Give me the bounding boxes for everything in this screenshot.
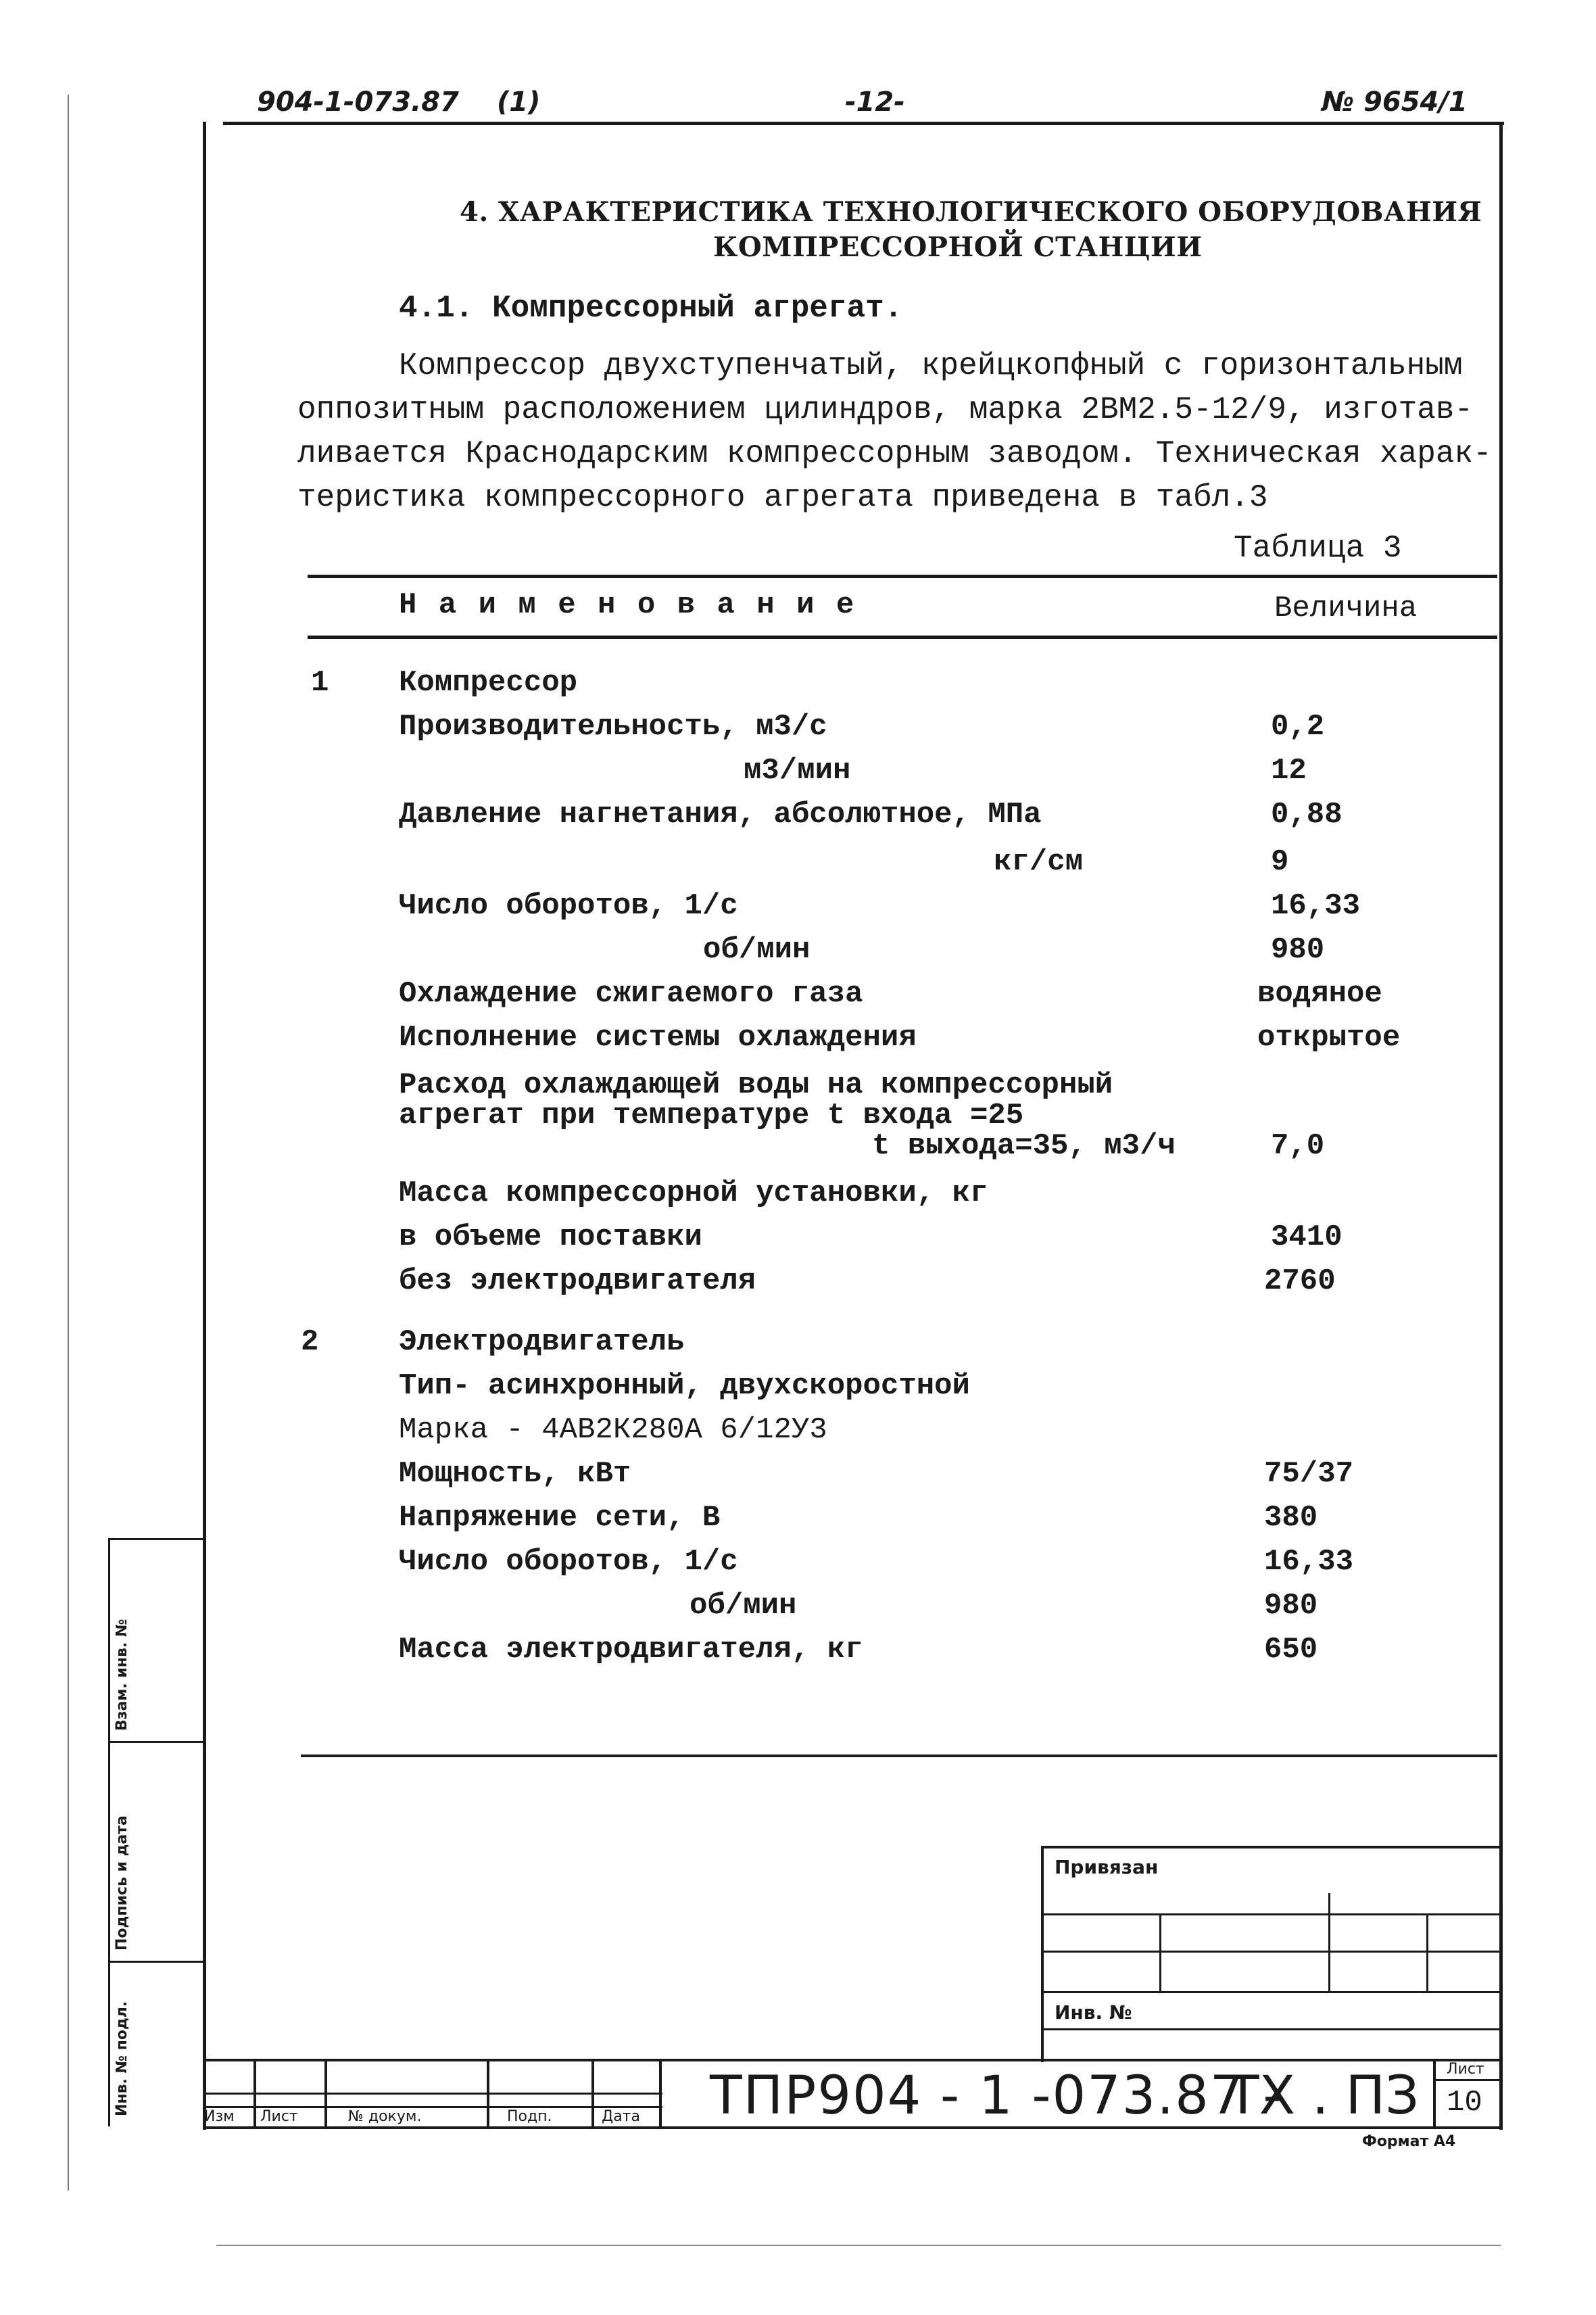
- row-number: 2: [301, 1325, 319, 1359]
- row-name: об/мин: [690, 1589, 797, 1623]
- col-label-signature: Подп.: [507, 2108, 552, 2125]
- row-value: 7,0: [1271, 1129, 1325, 1163]
- side-label-signature-date: Подпись и дата: [114, 1815, 130, 1951]
- row-name: Марка - 4АВ2К280А 6/12У3: [399, 1413, 827, 1447]
- paragraph-line-4: теристика компрессорного агрегата приведена в табл.3: [297, 480, 1268, 515]
- row-name: Тип- асинхронный, двухскоростной: [399, 1369, 970, 1403]
- stamp-col: [1433, 2059, 1436, 2126]
- column-header-value: Величина: [1274, 592, 1418, 625]
- row-name: Масса электродвигателя, кг: [399, 1633, 863, 1667]
- table-header-rule: [308, 636, 1497, 639]
- linked-label: Привязан: [1055, 1856, 1159, 1878]
- row-name: Мощность, кВт: [399, 1457, 631, 1491]
- subsection-heading: 4.1. Компрессорный агрегат.: [399, 291, 903, 326]
- row-value: водяное: [1257, 977, 1382, 1011]
- frame-bottom: [203, 2126, 1503, 2129]
- col-label-sheet: Лист: [260, 2108, 298, 2125]
- page-marker: -12-: [845, 87, 905, 118]
- linked-grid-col: [1159, 1913, 1161, 1991]
- section-title-line1: 4. ХАРАКТЕРИСТИКА ТЕХНОЛОГИЧЕСКОГО ОБОРУДОВАНИЯ: [460, 196, 1482, 228]
- linked-grid-line: [1041, 2028, 1501, 2030]
- side-stamp-rule: [108, 1961, 203, 1963]
- section-title-line2: КОМПРЕССОРНОЙ СТАНЦИИ: [713, 231, 1203, 263]
- side-stamp-rule: [108, 1741, 203, 1743]
- row-name: Исполнение системы охлаждения: [399, 1021, 917, 1055]
- col-label-change: Изм: [204, 2108, 235, 2125]
- row-name: Компрессор: [399, 666, 578, 700]
- paragraph-line-1: Компрессор двухступенчатый, крейцкопфный с горизонтальным: [399, 348, 1463, 383]
- side-label-replacement-inv: Взам. инв. №: [114, 1619, 130, 1731]
- inventory-number: № 9654/1: [1322, 87, 1468, 118]
- row-value: 980: [1271, 933, 1325, 967]
- stamp-col: [487, 2059, 489, 2126]
- row-name: Напряжение сети, В: [399, 1501, 721, 1535]
- frame-right: [1499, 122, 1503, 2130]
- row-name: t выхода=35, м3/ч: [872, 1129, 1176, 1163]
- row-value: 650: [1264, 1633, 1318, 1667]
- side-label-original-inv: Инв. № подл.: [114, 2001, 130, 2116]
- linked-grid-col: [1328, 1893, 1330, 1991]
- row-name: Электродвигатель: [399, 1325, 685, 1359]
- left-trim-line: [68, 95, 69, 2191]
- row-value: 980: [1264, 1589, 1318, 1623]
- row-name: м3/мин: [744, 754, 851, 788]
- side-stamp-inner-line: [108, 1538, 110, 2126]
- table-caption: Таблица 3: [1234, 531, 1402, 566]
- linked-grid-col: [1426, 1913, 1428, 1991]
- stamp-col: [659, 2059, 662, 2126]
- sheet-cell-rule: [1433, 2079, 1501, 2081]
- document-designation: ТПР904 - 1 -073.87 -: [710, 2066, 1284, 2126]
- stamp-col: [324, 2059, 327, 2126]
- col-label-date: Дата: [602, 2108, 640, 2125]
- row-name: Охлаждение сжигаемого газа: [399, 977, 863, 1011]
- side-stamp-rule: [108, 1538, 203, 1540]
- linked-box-top: [1041, 1846, 1501, 1848]
- format-label: Формат А4: [1362, 2133, 1456, 2150]
- sheet-number: 10: [1447, 2086, 1482, 2120]
- project-code: 904-1-073.87: [257, 87, 459, 118]
- row-value: открытое: [1257, 1021, 1401, 1055]
- sheet-label: Лист: [1447, 2061, 1484, 2078]
- row-value: 0,2: [1271, 710, 1325, 744]
- linked-grid-line: [1041, 1913, 1501, 1915]
- row-name: кг/см: [994, 845, 1084, 879]
- bottom-trim-line: [216, 2245, 1501, 2246]
- row-name: агрегат при температуре t входа =25: [399, 1099, 1024, 1132]
- linked-grid-line: [1041, 1991, 1501, 1993]
- top-border: [223, 122, 1504, 125]
- row-value: 12: [1271, 754, 1307, 788]
- row-name: Число оборотов, 1/с: [399, 889, 738, 923]
- row-name: Давление нагнетания, абсолютное, МПа: [399, 798, 1042, 832]
- table-top-rule: [308, 575, 1497, 578]
- variant-mark: (1): [497, 87, 541, 118]
- row-value: 3410: [1271, 1220, 1343, 1254]
- stamp-col: [253, 2059, 256, 2126]
- col-label-doc-no: № докум.: [348, 2108, 422, 2125]
- row-name: Число оборотов, 1/с: [399, 1545, 738, 1579]
- row-value: 75/37: [1264, 1457, 1354, 1491]
- row-value: 2760: [1264, 1264, 1336, 1298]
- frame-left: [203, 122, 206, 2130]
- row-value: 9: [1271, 845, 1289, 879]
- paragraph-line-3: ливается Краснодарским компрессорным заводом. Техническая харак-: [297, 436, 1492, 471]
- column-header-name: Н а и м е н о в а н и е: [399, 588, 856, 622]
- linked-grid-line: [1041, 1951, 1501, 1953]
- row-value: 380: [1264, 1501, 1318, 1535]
- row-value: 0,88: [1271, 798, 1343, 832]
- row-value: 16,33: [1271, 889, 1361, 923]
- row-name: Масса компрессорной установки, кг: [399, 1176, 988, 1210]
- stamp-top-rule: [203, 2059, 1501, 2061]
- inv-no-label: Инв. №: [1055, 2001, 1132, 2024]
- table-bottom-rule: [301, 1755, 1497, 1757]
- row-name: об/мин: [703, 933, 811, 967]
- row-name: Производительность, м3/с: [399, 710, 827, 744]
- row-number: 1: [311, 666, 329, 700]
- paragraph-line-2: оппозитным расположением цилиндров, марка 2ВМ2.5-12/9, изготав-: [297, 392, 1474, 427]
- stamp-col: [591, 2059, 594, 2126]
- row-value: 16,33: [1264, 1545, 1354, 1579]
- row-name: без электродвигателя: [399, 1264, 756, 1298]
- row-name: в объеме поставки: [399, 1220, 702, 1254]
- document-type: ТХ . ПЗ: [1227, 2066, 1420, 2126]
- row-name: Расход охлаждающей воды на компрессорный: [399, 1068, 1113, 1102]
